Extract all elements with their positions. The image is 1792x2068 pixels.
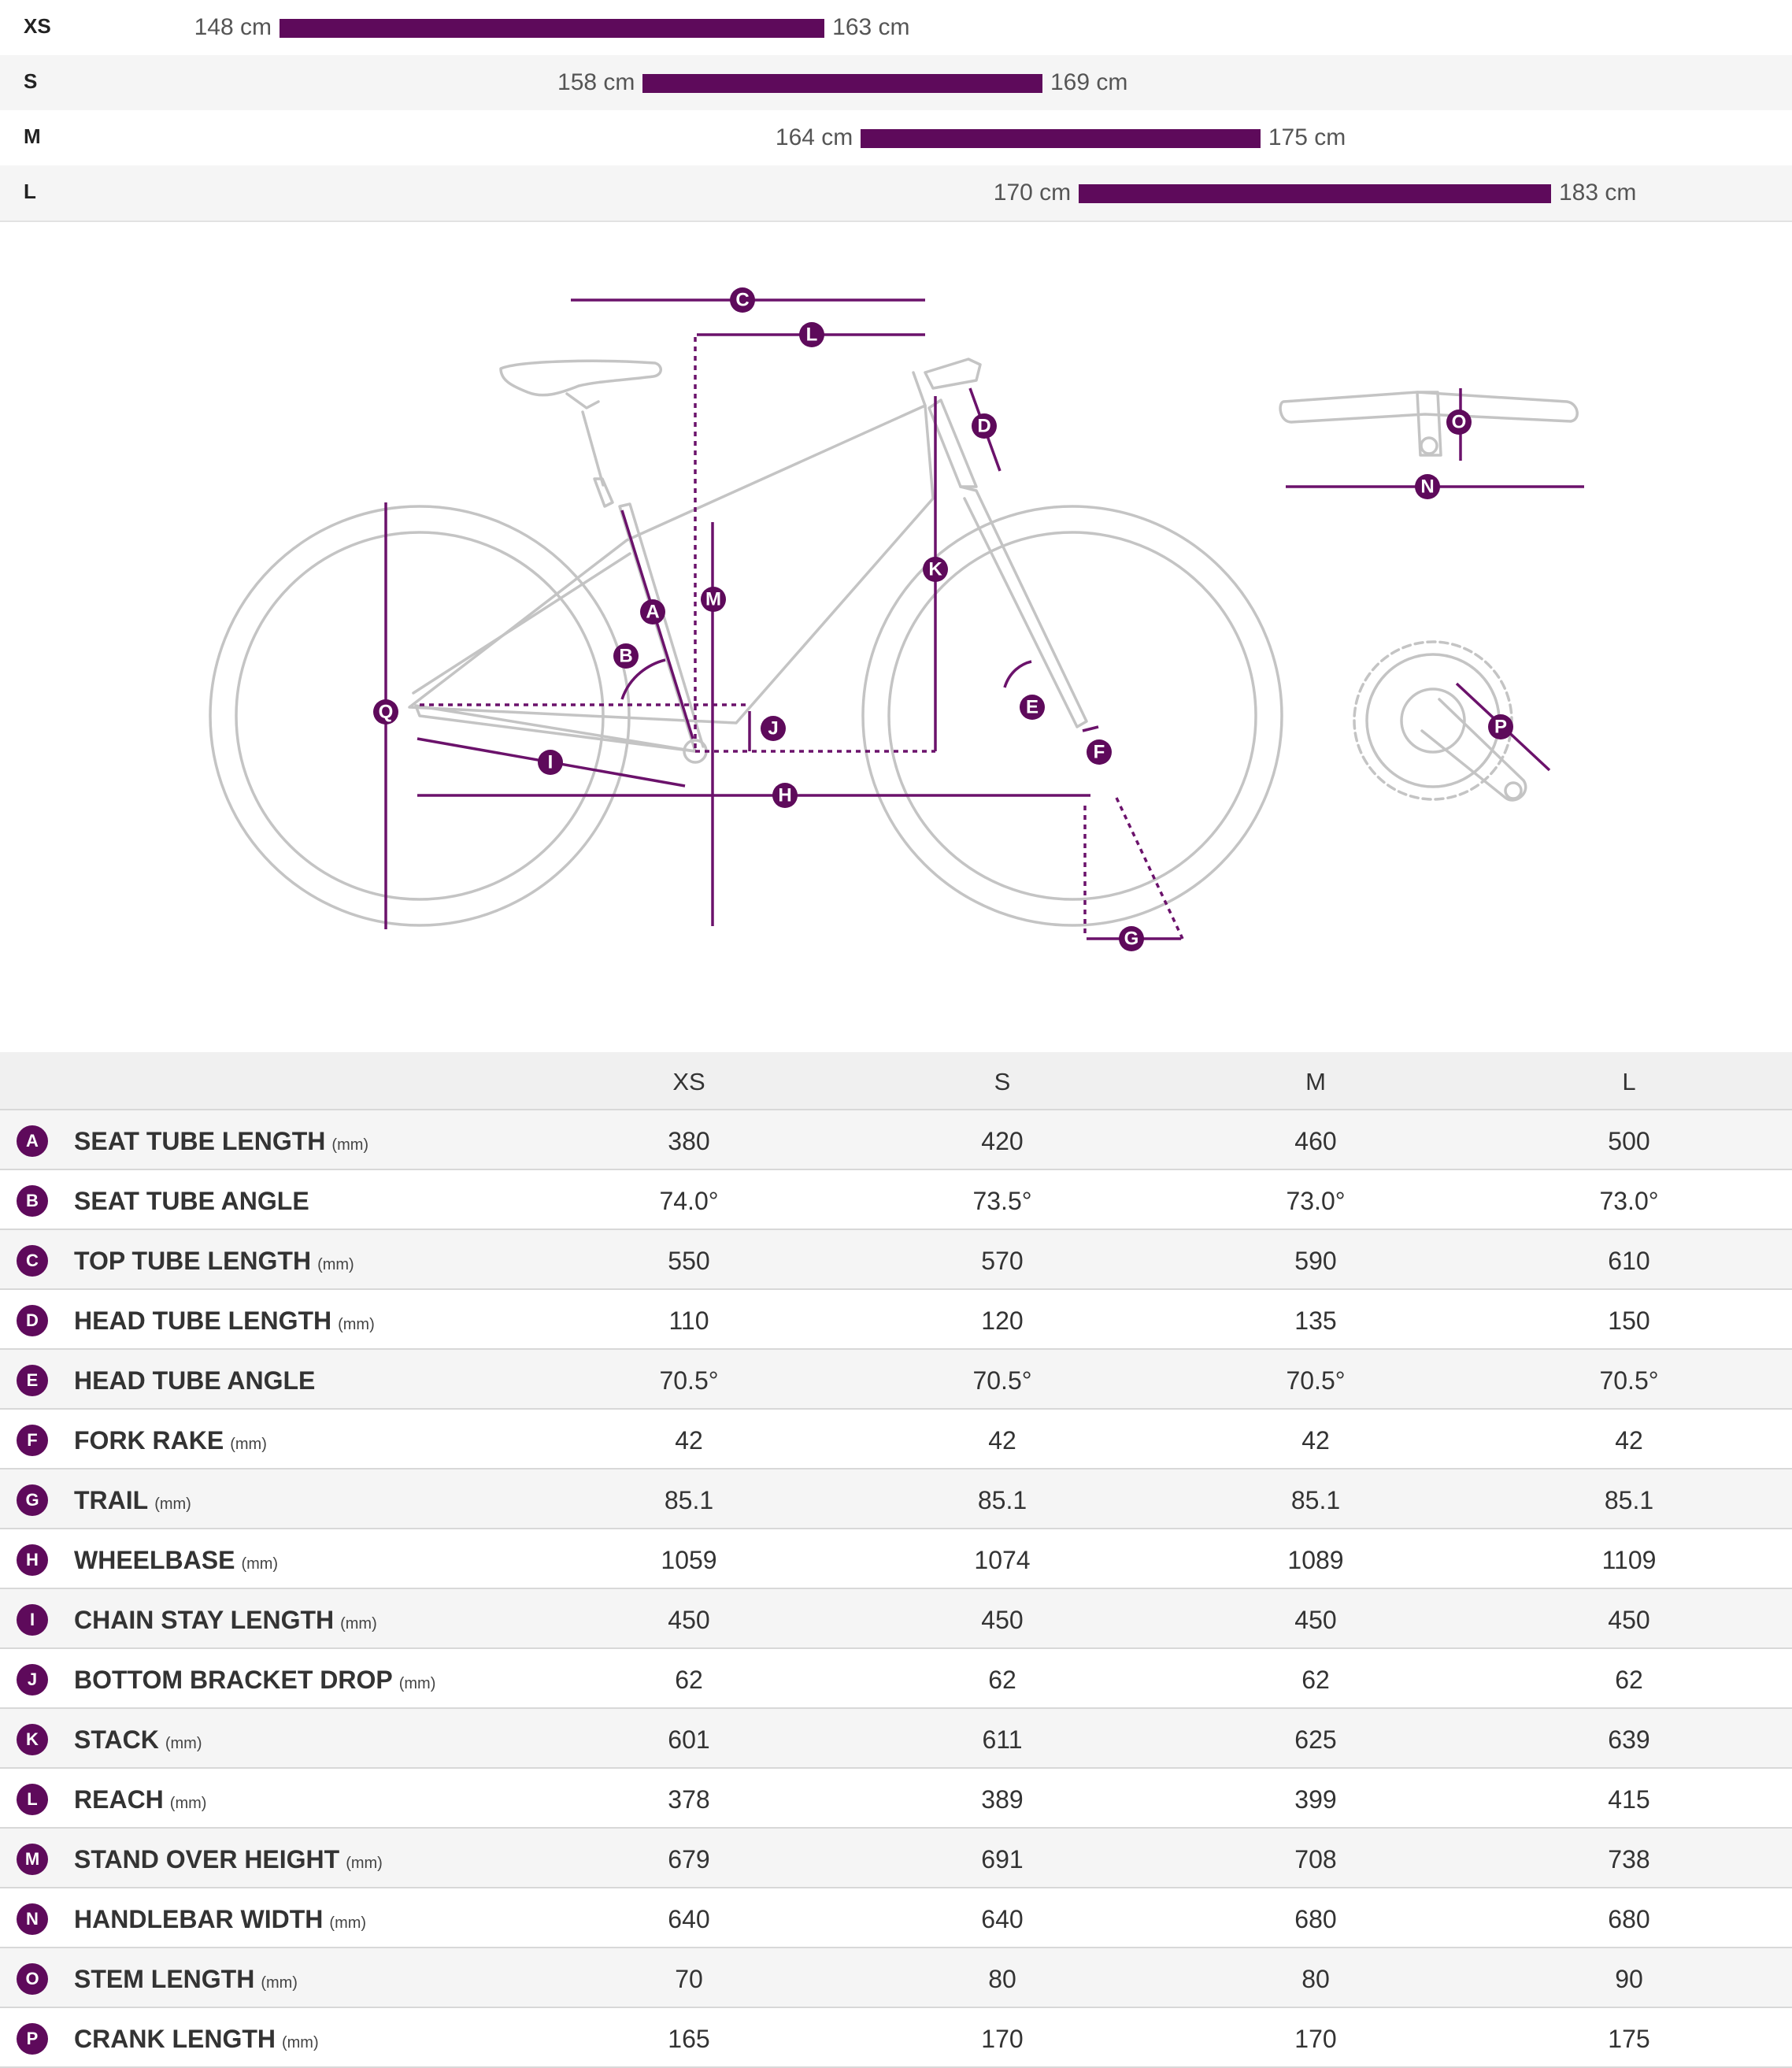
value-cell-xs: 450 (668, 1606, 710, 1634)
saddle (501, 361, 661, 408)
value-cell-xs: 110 (668, 1306, 709, 1335)
value-cell-xs: 601 (668, 1725, 710, 1754)
value-cell-m: 70.5° (1286, 1366, 1346, 1395)
value-cell-xs: 380 (668, 1127, 710, 1155)
value-cell-s: 691 (981, 1845, 1024, 1873)
value-cell-l: 150 (1608, 1306, 1650, 1335)
table-row (0, 1589, 1792, 1649)
size-name: S (24, 69, 38, 93)
value-cell-m: 450 (1294, 1606, 1337, 1634)
height-range-bar (861, 129, 1261, 148)
row-label (74, 1666, 435, 1695)
svg-text:Q: Q (378, 701, 394, 723)
value-cell-l: 500 (1608, 1127, 1650, 1155)
value-cell-s: 42 (988, 1426, 1016, 1455)
letter-badge: F (17, 1425, 48, 1456)
measurement-unit: (mm) (317, 1256, 354, 1273)
table-row (0, 1110, 1792, 1170)
value-cell-l: 450 (1608, 1606, 1650, 1634)
svg-text:D: D (977, 415, 991, 437)
letter-badge: E (17, 1365, 48, 1396)
measurement-name: STAND OVER HEIGHT (74, 1845, 340, 1873)
svg-text:J: J (768, 717, 779, 739)
value-cell-l: 1109 (1601, 1546, 1657, 1574)
value-cell-s: 420 (981, 1127, 1024, 1155)
size-row-m (0, 110, 1792, 167)
value-cell-l: 42 (1615, 1426, 1643, 1455)
letter-badge: H (17, 1544, 48, 1576)
geometry-table (0, 1052, 1792, 2068)
height-range-min: 170 cm (993, 180, 1072, 206)
table-row (0, 1649, 1792, 1709)
row-label (74, 1187, 309, 1216)
row-label (74, 1845, 383, 1874)
table-row (0, 1410, 1792, 1469)
measurement-name: TOP TUBE LENGTH (74, 1247, 312, 1275)
column-header-xs: XS (672, 1068, 705, 1095)
svg-text:G: G (1124, 928, 1139, 950)
row-label (74, 1366, 315, 1395)
measurement-unit: (mm) (261, 1974, 298, 1992)
value-cell-m: 85.1 (1290, 1486, 1341, 1514)
value-cell-l: 175 (1608, 2025, 1650, 2053)
measurement-name: HANDLEBAR WIDTH (74, 1905, 324, 1933)
value-cell-s: 80 (988, 1965, 1016, 1993)
letter-badge: P (17, 2023, 48, 2055)
measurement-unit: (mm) (346, 1855, 383, 1872)
value-cell-m: 625 (1294, 1725, 1337, 1754)
table-row (0, 1769, 1792, 1829)
measurement-unit: (mm) (398, 1675, 436, 1692)
size-row-xs (0, 0, 1792, 57)
letter-badge: A (17, 1125, 48, 1157)
row-label (74, 1905, 366, 1934)
size-name: L (24, 180, 36, 203)
measurement-name: SEAT TUBE LENGTH (74, 1127, 326, 1155)
measurement-name: CHAIN STAY LENGTH (74, 1606, 335, 1634)
measurement-name: FORK RAKE (74, 1426, 224, 1455)
value-cell-l: 639 (1608, 1725, 1650, 1754)
value-cell-m: 399 (1294, 1785, 1337, 1814)
value-cell-l: 85.1 (1604, 1486, 1654, 1514)
letter-badge: K (17, 1724, 48, 1755)
badge-e (1020, 695, 1045, 720)
badge-a (640, 599, 665, 624)
row-label (74, 1247, 354, 1276)
letter-badge: O (17, 1963, 48, 1995)
value-cell-xs: 679 (668, 1845, 710, 1873)
row-label (74, 1965, 298, 1994)
table-header (0, 1052, 1792, 1110)
table-row (0, 1350, 1792, 1410)
value-cell-m: 62 (1301, 1666, 1330, 1694)
value-cell-l: 610 (1608, 1247, 1650, 1275)
value-cell-xs: 85.1 (664, 1486, 714, 1514)
value-cell-s: 389 (981, 1785, 1024, 1814)
value-cell-m: 42 (1301, 1426, 1330, 1455)
value-cell-m: 135 (1294, 1306, 1337, 1335)
value-cell-m: 80 (1301, 1965, 1330, 1993)
letter-badge: D (17, 1305, 48, 1336)
table-row (0, 1469, 1792, 1529)
table-row (0, 1230, 1792, 1290)
value-cell-xs: 640 (668, 1905, 710, 1933)
height-range-min: 164 cm (775, 124, 853, 150)
badge-b (613, 643, 639, 669)
measurement-name: HEAD TUBE LENGTH (74, 1306, 332, 1335)
height-range-max: 175 cm (1268, 124, 1346, 150)
measurement-unit: (mm) (281, 2034, 319, 2051)
svg-text:C: C (735, 289, 750, 311)
value-cell-l: 73.0° (1599, 1187, 1659, 1215)
value-cell-xs: 70 (675, 1965, 703, 1993)
letter-badge: B (17, 1185, 48, 1217)
row-label (74, 1725, 202, 1755)
row-label (74, 1785, 206, 1814)
badge-l (799, 322, 824, 347)
row-label (74, 1127, 368, 1156)
height-range-max: 163 cm (832, 14, 910, 40)
measurement-lines (386, 300, 1584, 939)
row-label (74, 1306, 375, 1336)
badge-k (923, 557, 948, 582)
svg-text:L: L (805, 324, 818, 346)
value-cell-xs: 1059 (661, 1546, 717, 1574)
table-body (0, 1110, 1792, 2068)
table-row (0, 1529, 1792, 1589)
height-range-max: 169 cm (1050, 69, 1128, 95)
letter-badge: L (17, 1784, 48, 1815)
value-cell-xs: 550 (668, 1247, 710, 1275)
value-cell-s: 1074 (974, 1546, 1031, 1574)
rider-height-chart (0, 0, 1792, 219)
table-row (0, 1709, 1792, 1769)
value-cell-m: 680 (1294, 1905, 1337, 1933)
measurement-name: STEM LENGTH (74, 1965, 255, 1993)
measurement-name: HEAD TUBE ANGLE (74, 1366, 316, 1395)
value-cell-l: 70.5° (1599, 1366, 1659, 1395)
badge-o (1446, 410, 1472, 435)
value-cell-s: 62 (988, 1666, 1016, 1694)
size-name: XS (24, 14, 51, 38)
badge-q (373, 699, 398, 725)
height-range-bar (1079, 184, 1551, 203)
value-cell-s: 73.5° (972, 1187, 1032, 1215)
table-row (0, 1290, 1792, 1350)
badge-c (730, 287, 755, 313)
row-label (74, 2025, 319, 2054)
value-cell-s: 611 (982, 1725, 1023, 1754)
letter-badge: N (17, 1903, 48, 1935)
value-cell-l: 62 (1615, 1666, 1643, 1694)
measurement-name: REACH (74, 1785, 164, 1814)
measurement-unit: (mm) (165, 1735, 202, 1752)
value-cell-m: 73.0° (1286, 1187, 1346, 1215)
value-cell-m: 708 (1294, 1845, 1337, 1873)
letter-badge: M (17, 1844, 48, 1875)
row-label (74, 1546, 278, 1575)
size-row-s (0, 55, 1792, 112)
value-cell-m: 170 (1294, 2025, 1337, 2053)
table-row (0, 1829, 1792, 1888)
column-header-l: L (1622, 1068, 1636, 1095)
badge-h (772, 783, 798, 808)
value-cell-l: 90 (1615, 1965, 1643, 1993)
badge-p (1488, 714, 1513, 739)
measurement-unit: (mm) (340, 1615, 377, 1633)
letter-badge: C (17, 1245, 48, 1277)
value-cell-xs: 70.5° (659, 1366, 719, 1395)
measurement-unit: (mm) (338, 1316, 375, 1333)
value-cell-xs: 74.0° (659, 1187, 719, 1215)
svg-text:O: O (1451, 411, 1467, 433)
bike-diagram-svg (0, 219, 1792, 1052)
height-range-min: 148 cm (194, 14, 272, 40)
svg-text:H: H (778, 784, 792, 806)
height-range-bar (642, 74, 1042, 93)
svg-text:N: N (1420, 476, 1435, 498)
value-cell-s: 450 (981, 1606, 1024, 1634)
measurement-unit: (mm) (241, 1555, 279, 1573)
row-label (74, 1606, 377, 1635)
svg-text:B: B (619, 645, 633, 667)
height-range-bar (280, 19, 824, 38)
table-row (0, 1170, 1792, 1230)
value-cell-s: 570 (981, 1247, 1024, 1275)
svg-text:E: E (1025, 696, 1039, 718)
value-cell-s: 170 (981, 2025, 1024, 2053)
badge-i (538, 750, 563, 775)
value-cell-s: 640 (981, 1905, 1024, 1933)
badge-m (701, 587, 726, 612)
measurement-name: SEAT TUBE ANGLE (74, 1187, 309, 1215)
height-range-min: 158 cm (557, 69, 635, 95)
measurement-unit: (mm) (230, 1436, 267, 1453)
geometry-diagram (0, 219, 1792, 1052)
letter-badge: J (17, 1664, 48, 1696)
measurement-name: STACK (74, 1725, 159, 1754)
value-cell-xs: 42 (675, 1426, 703, 1455)
svg-text:P: P (1494, 716, 1508, 738)
value-cell-l: 680 (1608, 1905, 1650, 1933)
svg-text:F: F (1093, 741, 1105, 763)
value-cell-xs: 378 (668, 1785, 710, 1814)
value-cell-s: 85.1 (977, 1486, 1027, 1514)
measurement-name: CRANK LENGTH (74, 2025, 276, 2053)
handlebar-top-view (1280, 392, 1577, 455)
row-label (74, 1426, 267, 1455)
letter-badge: G (17, 1484, 48, 1516)
value-cell-m: 1089 (1287, 1546, 1344, 1574)
measurement-name: BOTTOM BRACKET DROP (74, 1666, 393, 1694)
measurement-name: WHEELBASE (74, 1546, 235, 1574)
measurement-unit: (mm) (169, 1795, 207, 1812)
table-row (0, 1888, 1792, 1948)
value-cell-xs: 165 (668, 2025, 710, 2053)
svg-text:A: A (646, 601, 660, 623)
measurement-unit: (mm) (329, 1914, 367, 1932)
svg-text:K: K (928, 558, 942, 580)
table-row (0, 1948, 1792, 2008)
measurement-name: TRAIL (74, 1486, 149, 1514)
measurement-unit: (mm) (331, 1136, 369, 1154)
value-cell-m: 590 (1294, 1247, 1337, 1275)
badge-n (1415, 474, 1440, 499)
badge-j (761, 716, 786, 741)
badge-d (972, 413, 997, 439)
value-cell-xs: 62 (675, 1666, 703, 1694)
row-label (74, 1486, 191, 1515)
badge-g (1119, 926, 1144, 951)
value-cell-l: 415 (1608, 1785, 1650, 1814)
svg-text:I: I (547, 751, 554, 773)
measurement-unit: (mm) (154, 1495, 191, 1513)
column-header-m: M (1305, 1068, 1326, 1095)
value-cell-s: 70.5° (972, 1366, 1032, 1395)
table-row (0, 2008, 1792, 2068)
value-cell-l: 738 (1608, 1845, 1650, 1873)
letter-badge: I (17, 1604, 48, 1636)
height-range-max: 183 cm (1559, 180, 1637, 206)
size-name: M (24, 124, 41, 148)
size-row-l (0, 165, 1792, 222)
badge-f (1087, 739, 1112, 765)
value-cell-s: 120 (981, 1306, 1024, 1335)
svg-text:M: M (705, 588, 721, 610)
value-cell-m: 460 (1294, 1127, 1337, 1155)
column-header-s: S (994, 1068, 1011, 1095)
